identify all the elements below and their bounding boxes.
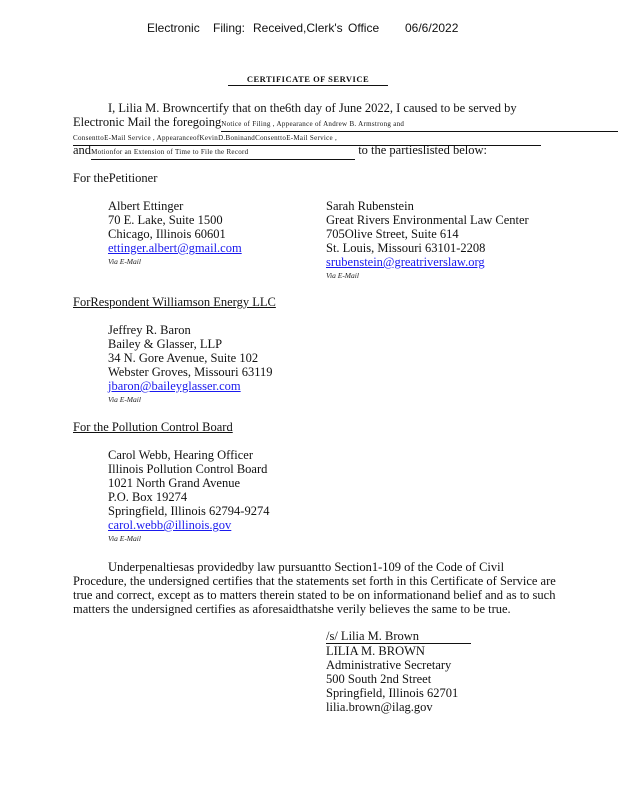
penalty-line-2: Procedure, the undersigned certifies that the statements set forth in this Certificate of Service are xyxy=(73,574,556,588)
via-email-note: Via E-Mail xyxy=(108,534,141,543)
contact-name: Sarah Rubenstein xyxy=(326,199,414,213)
intro-docs-1: Notice of Filing , Appearance of Andrew B. Armstrong and xyxy=(221,117,618,132)
contact-city: Springfield, Illinois 62794-9274 xyxy=(108,504,270,518)
email-link[interactable]: jbaron@baileyglasser.com xyxy=(108,379,241,393)
signature-block xyxy=(326,629,471,714)
petitioner-heading: For thePetitioner xyxy=(73,171,158,185)
signer-city: Springfield, Illinois 62701 xyxy=(326,686,459,700)
signer-name: LILIA M. BROWN xyxy=(326,644,425,658)
contact-org: Great Rivers Environmental Law Center xyxy=(326,213,529,227)
email-link[interactable]: ettinger.albert@gmail.com xyxy=(108,241,242,255)
respondent-heading: ForRespondent Williamson Energy LLC xyxy=(73,295,276,309)
certificate-title: CERTIFICATE OF SERVICE xyxy=(228,74,388,86)
board-block xyxy=(108,448,269,546)
contact-city: St. Louis, Missouri 63101-2208 xyxy=(326,241,486,255)
header-received: Received,Clerk's xyxy=(253,21,343,35)
via-email-note: Via E-Mail xyxy=(108,395,141,404)
email-link[interactable]: srubenstein@greatriverslaw.org xyxy=(326,255,485,269)
email-link[interactable]: carol.webb@illinois.gov xyxy=(108,518,232,532)
header-date: 06/6/2022 xyxy=(405,21,459,35)
petitioner-left-block xyxy=(108,199,242,269)
intro-line-1: I, Lilia M. Browncertify that on the6th day of June 2022, I caused to be served by xyxy=(108,101,517,115)
intro-line-2-start: Electronic Mail the foregoing xyxy=(73,115,222,129)
penalty-line-1: Underpenaltiesas providedby law pursuantto Section1-109 of the Code of Civil xyxy=(108,560,505,574)
penalty-line-3: true and correct, except as to matters therein stated to be on informationand belief and as to such xyxy=(73,588,556,602)
intro-docs-2: ConsenttoE-Mail Service , AppearanceofKevinD.BoninandConsenttoE-Mail Service , xyxy=(73,131,541,146)
contact-address: 70 E. Lake, Suite 1500 xyxy=(108,213,223,227)
respondent-block xyxy=(108,323,272,407)
intro-line-4-end: to the partieslisted below: xyxy=(358,143,487,157)
intro-docs-3: Motionfor an Extension of Time to File the Record xyxy=(91,145,355,160)
contact-firm: Bailey & Glasser, LLP xyxy=(108,337,223,351)
header-office: Office xyxy=(348,21,380,35)
header-filing: Filing: xyxy=(213,21,246,35)
contact-name: Jeffrey R. Baron xyxy=(108,323,191,337)
signer-address: 500 South 2nd Street xyxy=(326,672,432,686)
board-heading: For the Pollution Control Board xyxy=(73,420,233,434)
contact-pobox: P.O. Box 19274 xyxy=(108,490,188,504)
contact-address: 34 N. Gore Avenue, Suite 102 xyxy=(108,351,259,365)
signature-line: /s/ Lilia M. Brown xyxy=(326,629,471,644)
via-email-note: Via E-Mail xyxy=(326,271,359,280)
petitioner-right-block xyxy=(326,199,529,283)
intro-and: and xyxy=(73,143,92,157)
penalty-line-4: matters the undersigned certifies as aforesaidthatshe verily believes the same to be true. xyxy=(73,602,511,616)
via-email-note: Via E-Mail xyxy=(108,257,141,266)
header-electronic: Electronic xyxy=(147,21,200,35)
signer-email: lilia.brown@ilag.gov xyxy=(326,700,433,714)
contact-name: Carol Webb, Hearing Officer xyxy=(108,448,254,462)
contact-address: 705Olive Street, Suite 614 xyxy=(326,227,459,241)
signer-title: Administrative Secretary xyxy=(326,658,452,672)
contact-name: Albert Ettinger xyxy=(108,199,184,213)
contact-org: Illinois Pollution Control Board xyxy=(108,462,268,476)
contact-city: Webster Groves, Missouri 63119 xyxy=(108,365,273,379)
contact-address: 1021 North Grand Avenue xyxy=(108,476,241,490)
contact-city: Chicago, Illinois 60601 xyxy=(108,227,226,241)
